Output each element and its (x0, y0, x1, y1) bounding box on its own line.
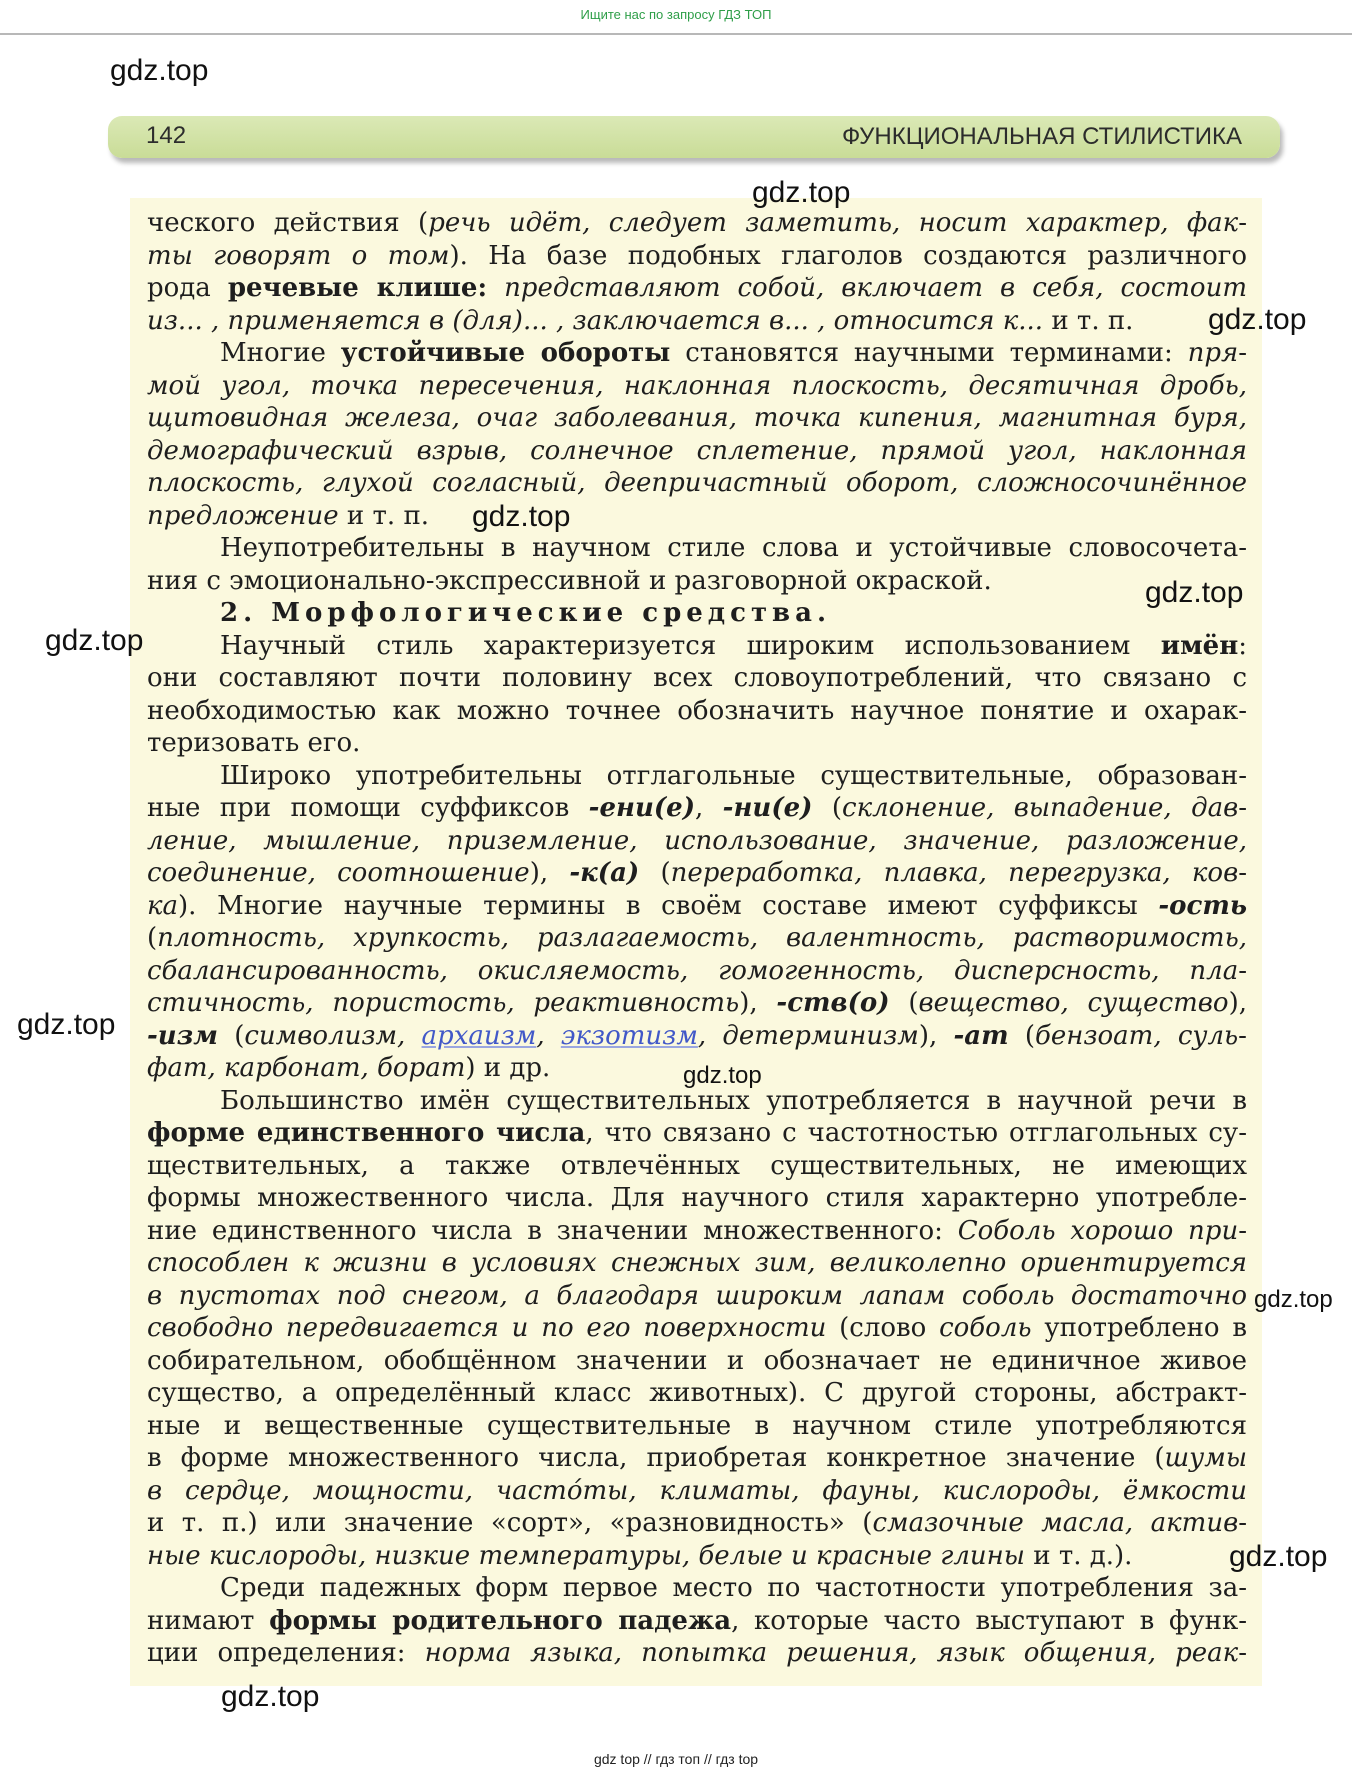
watermark: gdz.top (17, 1008, 116, 1041)
link-word-2[interactable]: экзотизм (560, 1020, 698, 1051)
watermark: gdz.top (1229, 1540, 1328, 1573)
page-header-bar (108, 116, 1280, 158)
top-banner (0, 0, 1352, 33)
watermark: gdz.top (1145, 576, 1244, 609)
running-head: ФУНКЦИОНАЛЬНАЯ СТИЛИСТИКА (842, 123, 1242, 150)
watermark: gdz.top (45, 624, 144, 657)
top-divider (0, 33, 1352, 35)
watermark: gdz.top (1254, 1286, 1333, 1313)
page-body-text: ческого действия (речь идёт, следует заметить, носит характер, фак- ты говорят о том). На базе подобных глаголов создаются различного рода речевые клише: представляют собой, включает в себя, состоит из... , применяется в (для)... , заключается в... , относится к... и т. п. Многие устойчивые обороты становятся научными терминами: пря- мой угол, точка пересечения, наклонная плоскость, десятичная дробь, щитовидная железа, очаг заболевания, точка кипения, магнитная буря, демографический взрыв, солнечное сплетение, прямой угол, наклонная плоскость, глухой согласный, деепричастный оборот, сложносочинённое предложение и т. п. Неупотребительны в научном стиле слова и устойчивые словосочета- ния с эмоционально-экспрессивной и разговорной окраской. 2. Морфологические средства. Научный стиль характеризуется широким использованием имён: они составляют почти половину всех словоупотреблений, что связано с необходимостью как можно точнее обозначить научное понятие и охарак- теризовать его. Широко употребительны отглагольные существительные, образован- ные при помощи суффиксов -ени(е), -ни(е) (склонение, выпадение, дав- ление, мышление, приземление, использование, значение, разложение, соединение, соотношение), -к(а) (переработка, плавка, перегрузка, ков- ка). Многие научные термины в своём составе имеют суффиксы -ость (плотность, хрупкость, разлагаемость, валентность, растворимость, сбалансированность, окисляемость, гомогенность, дисперсность, пла- стичность, пористость, реактивность), -ств(о) (вещество, существо), -изм (символизм, архаизм, экзотизм, детерминизм), -ат (бензоат, суль- фат, карбонат, борат) и др. Большинство имён существительных употребляется в научной речи в форме единственного числа, что связано с частотностью отглагольных су- ществительных, а также отвлечённых существительных, не имеющих формы множественного числа. Для научного стиля характерно употребле- ние единственного числа в значении множественного: Соболь хорошо при- способлен к жизни в условиях снежных зим, великолепно ориентируется в пустотах под снегом, а благодаря широким лапам соболь достаточно свободно передвигается и по его поверхности (слово соболь употреблено в собирательном, обобщённом значении и обозначает не единичное живое существо, а определённый класс животных). С другой стороны, абстракт- ные и вещественные существительные в научном стиле употребляются в форме множественного числа, приобретая конкретное значение (шумы в сердце, мощности, частóты, климаты, фауны, кислороды, ёмкости и т. п.) или значение «сорт», «разновидность» (смазочные масла, актив- ные кислороды, низкие температуры, белые и красные глины и т. д.). Среди падежных форм первое место по частотности употребления за- нимают формы родительного падежа, которые часто выступают в функ- ции определения: норма языка, попытка решения, язык общения, реак- (147, 208, 1248, 1668)
top-banner-text[interactable]: Ищите нас по запросу ГДЗ ТОП (580, 7, 772, 22)
watermark: gdz.top (221, 1680, 320, 1713)
watermark: gdz.top (683, 1062, 762, 1089)
bottom-link-separator: // (643, 1751, 652, 1767)
watermark: gdz.top (1208, 303, 1307, 336)
watermark: gdz.top (472, 500, 571, 533)
bottom-link-separator: // (703, 1751, 712, 1767)
link-word-1[interactable]: архаизм (421, 1020, 537, 1051)
page-number: 142 (146, 122, 187, 149)
bottom-links (0, 1751, 1352, 1767)
bottom-link-gdz-top[interactable]: gdz top (593, 1751, 640, 1767)
bottom-link-gdz-top-ru[interactable]: гдз топ (655, 1751, 701, 1767)
watermark: gdz.top (752, 176, 851, 209)
watermark: gdz.top (110, 54, 209, 87)
bottom-link-gdz-top-mixed[interactable]: гдз top (715, 1751, 759, 1767)
